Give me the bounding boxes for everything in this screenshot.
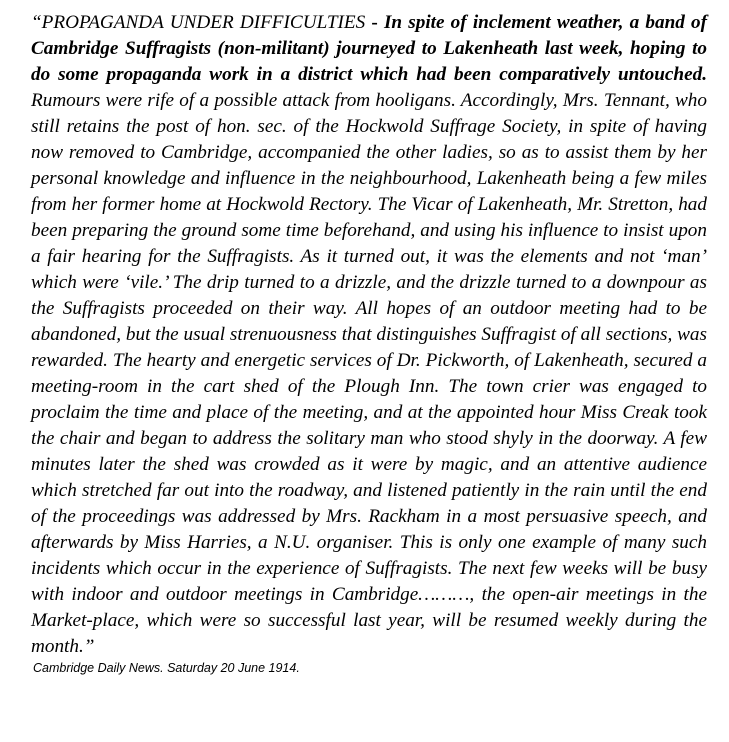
headline-dash: - xyxy=(365,12,384,33)
source-citation: Cambridge Daily News. Saturday 20 June 1914. xyxy=(33,661,300,675)
article-body: Rumours were rife of a possible attack from hooligans. Accordingly, Mrs. Tennant, who still retains the post of hon. sec. of the Hockwold Suffrage Society, in spite of having now removed to Cambridge, accompanied the other ladies, so as to assist them by her personal knowledge and influence in the neighbourhood, Lakenheath being a few miles from her former home at Hockwold Rectory. The Vicar of Lakenheath, Mr. Stretton, had been preparing the ground some time beforehand, and using his influence to insist upon a fair hearing for the Suffragists. As it turned out, it was the elements and not ‘man’ which were ‘vile.’ The drip turned to a drizzle, and the drizzle turned to a downpour as the Suffragists proceeded on their way. All hopes of an outdoor meeting had to be abandoned, but the usual strenuousness that distinguishes Suffragist of all sections, was rewarded. The hearty and energetic services of Dr. Pickworth, of Lakenheath, secured a meeting-room in the cart shed of the Plough Inn. The town crier was engaged to proclaim the time and place of the meeting, and at the appointed hour Miss Creak took the chair and began to address the solitary man who stood shyly in the doorway. A few minutes later the shed was crowded as it were by magic, and an attentive audience which stretched far out into the roadway, and listened patiently in the rain until the end of the proceedings was addressed by Mrs. Rackham in a most persuasive speech, and afterwards by Miss Harries, a N.U. organiser. This is only one example of many such incidents which occur in the experience of Suffragists. The next few weeks will be busy with indoor and outdoor meetings in Cambridge………, the open-air meetings in the Market-place, which were so successful last year, will be resumed weekly during the month. xyxy=(31,90,707,657)
newspaper-quote xyxy=(31,10,707,660)
close-quote-mark: ” xyxy=(83,636,95,657)
open-quote-mark: “ xyxy=(31,12,42,33)
article-lead: In spite of inclement weather, a band of Cambridge Suffragists (non-militant) journeyed to Lakenheath last week, hoping to do some propaganda work in a district which had been comparatively untouched. xyxy=(31,12,707,85)
article-headline: PROPAGANDA UNDER DIFFICULTIES xyxy=(41,12,366,33)
